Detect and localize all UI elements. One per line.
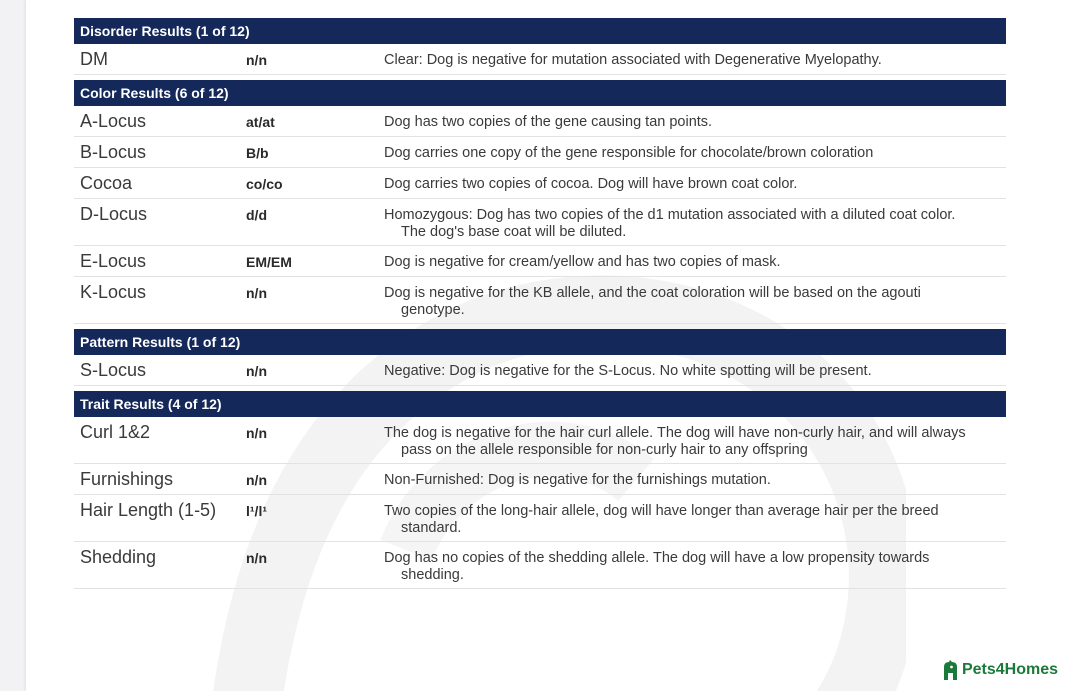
- result-description: [384, 49, 1006, 70]
- result-description: [384, 500, 1006, 537]
- genotype: n/n: [246, 363, 267, 379]
- result-description: [384, 111, 1006, 132]
- result-description: [384, 422, 1006, 459]
- genotype: n/n: [246, 550, 267, 566]
- test-name: Furnishings: [80, 469, 174, 489]
- description-line: shedding.: [401, 567, 464, 583]
- description-line: Negative: Dog is negative for the S-Locus. No white spotting will be present.: [384, 363, 872, 379]
- description-line: Non-Furnished: Dog is negative for the furnishings mutation.: [384, 472, 771, 488]
- results-section: [74, 329, 1006, 386]
- test-name: Curl 1&2: [80, 422, 151, 442]
- test-name: D-Locus: [80, 204, 148, 224]
- genotype: l¹/l¹: [246, 503, 267, 519]
- description-line: Dog carries one copy of the gene responsible for chocolate/brown coloration: [384, 145, 874, 161]
- results-section: [74, 391, 1006, 589]
- pets4homes-logo: [942, 659, 1058, 681]
- result-row: [74, 417, 1006, 464]
- description-line: Homozygous: Dog has two copies of the d1 mutation associated with a diluted coat color.: [384, 207, 956, 223]
- result-row: [74, 495, 1006, 542]
- description-line: pass on the allele responsible for non-curly hair to any offspring: [401, 442, 808, 458]
- results-table: [74, 18, 1006, 594]
- result-row: [74, 106, 1006, 137]
- result-row: [74, 277, 1006, 324]
- result-row: [74, 542, 1006, 589]
- test-name: E-Locus: [80, 251, 147, 271]
- result-description: [384, 360, 1006, 381]
- results-section: [74, 18, 1006, 75]
- test-name: Cocoa: [80, 173, 133, 193]
- logo-text: Pets4Homes: [961, 661, 1058, 678]
- result-description: [384, 469, 1006, 490]
- description-line: Dog has two copies of the gene causing tan points.: [384, 114, 713, 130]
- result-description: [384, 251, 1006, 272]
- result-row: [74, 168, 1006, 199]
- genotype: n/n: [246, 425, 267, 441]
- result-row: [74, 199, 1006, 246]
- description-line: standard.: [401, 520, 462, 536]
- test-name: A-Locus: [80, 111, 147, 131]
- result-row: [74, 137, 1006, 168]
- result-description: [384, 142, 1006, 163]
- genotype: B/b: [246, 145, 269, 161]
- result-row: [74, 44, 1006, 75]
- description-line: Clear: Dog is negative for mutation associated with Degenerative Myelopathy.: [384, 52, 882, 68]
- test-name: DM: [80, 49, 108, 69]
- description-line: The dog's base coat will be diluted.: [401, 224, 627, 240]
- description-line: Two copies of the long-hair allele, dog will have longer than average hair per the breed: [384, 503, 939, 519]
- test-name: Shedding: [80, 547, 157, 567]
- result-description: [384, 547, 1006, 584]
- description-line: Dog is negative for the KB allele, and the coat coloration will be based on the agouti: [384, 285, 921, 301]
- section-header: Pattern Results (1 of 12): [74, 329, 1006, 355]
- dog-logo-icon: [942, 659, 960, 681]
- results-section: [74, 80, 1006, 324]
- result-description: [384, 204, 1006, 241]
- genotype: n/n: [246, 285, 267, 301]
- section-header: Trait Results (4 of 12): [74, 391, 1006, 417]
- genotype: d/d: [246, 207, 267, 223]
- test-name: Hair Length (1-5): [80, 500, 217, 520]
- genotype: co/co: [246, 176, 283, 192]
- test-name: S-Locus: [80, 360, 147, 380]
- description-line: Dog is negative for cream/yellow and has two copies of mask.: [384, 254, 781, 270]
- genotype: EM/EM: [246, 254, 292, 270]
- result-description: [384, 282, 1006, 319]
- genotype: at/at: [246, 114, 275, 130]
- result-row: [74, 246, 1006, 277]
- result-description: [384, 173, 1006, 194]
- test-name: B-Locus: [80, 142, 147, 162]
- genotype: n/n: [246, 52, 267, 68]
- test-name: K-Locus: [80, 282, 147, 302]
- description-line: Dog has no copies of the shedding allele. The dog will have a low propensity towards: [384, 550, 930, 566]
- description-line: Dog carries two copies of cocoa. Dog will have brown coat color.: [384, 176, 798, 192]
- result-row: [74, 355, 1006, 386]
- section-header: Color Results (6 of 12): [74, 80, 1006, 106]
- genotype: n/n: [246, 472, 267, 488]
- description-line: genotype.: [401, 302, 465, 318]
- section-header: Disorder Results (1 of 12): [74, 18, 1006, 44]
- description-line: The dog is negative for the hair curl allele. The dog will have non-curly hair, and will always: [384, 425, 966, 441]
- report-page: [26, 0, 1080, 691]
- result-row: [74, 464, 1006, 495]
